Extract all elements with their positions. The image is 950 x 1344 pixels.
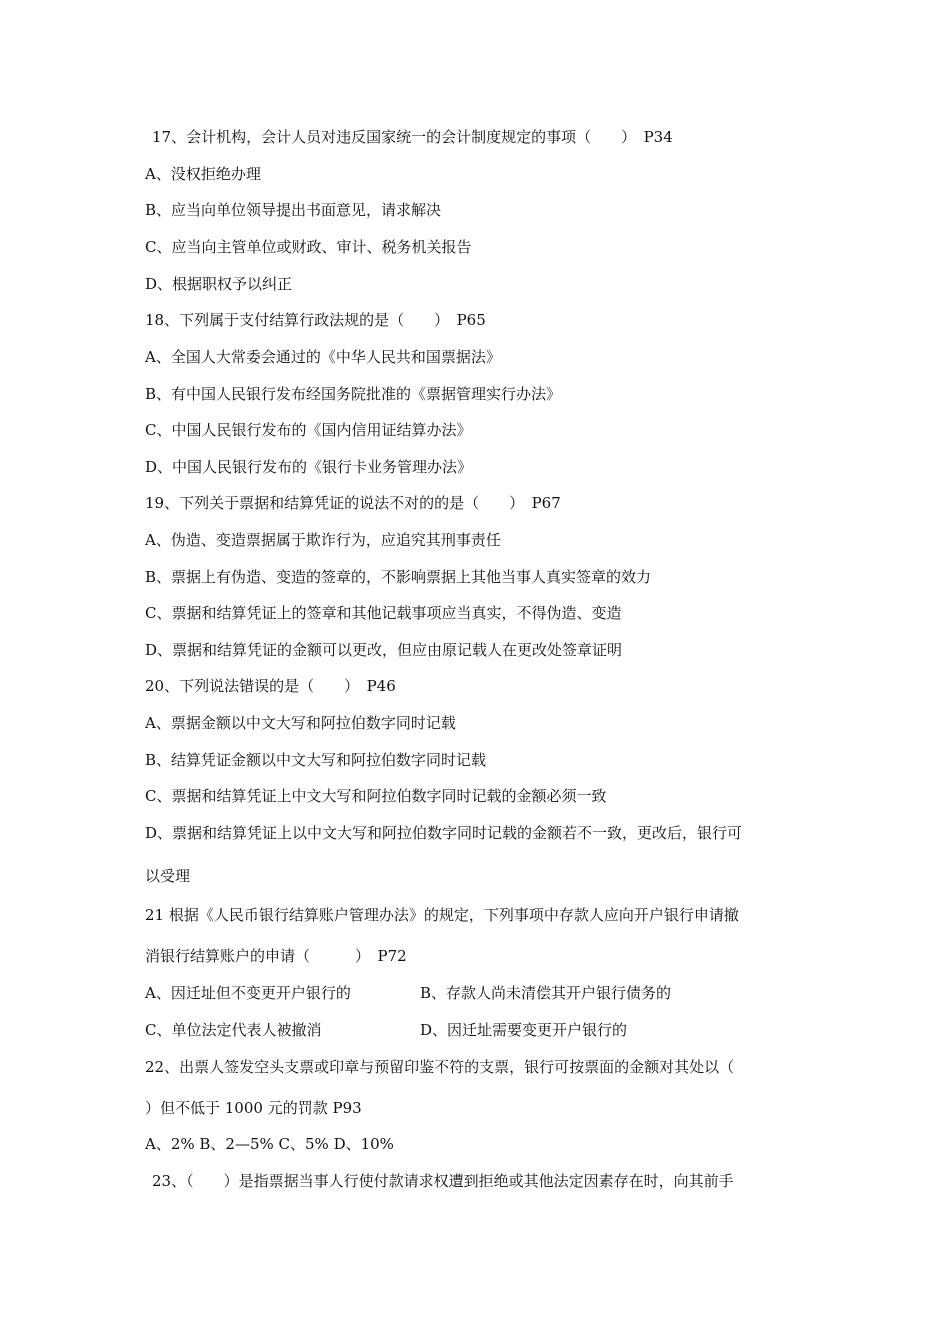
question-19-option-b: B、票据上有伪造、变造的签章的，不影响票据上其他当事人真实签章的效力 [145,568,652,586]
question-22-options: A、2% B、2—5% C、5% D、10% [145,1135,394,1153]
question-17-option-c: C、应当向主管单位或财政、审计、税务机关报告 [145,238,472,256]
question-17-stem: 17、会计机构，会计人员对违反国家统一的会计制度规定的事项（ ） P34 [152,128,673,146]
question-19-option-a: A、伪造、变造票据属于欺诈行为，应追究其刑事责任 [145,531,501,549]
question-21-option-a: A、因迁址但不变更开户银行的 [145,984,351,1002]
question-17-option-b: B、应当向单位领导提出书面意见，请求解决 [145,201,442,219]
question-18-option-c: C、中国人民银行发布的《国内信用证结算办法》 [145,421,472,439]
question-23-stem: 23、（ ）是指票据当事人行使付款请求权遭到拒绝或其他法定因素存在时，向其前手 [152,1172,734,1190]
question-20-option-d: D、票据和结算凭证上以中文大写和阿拉伯数字同时记载的金额若不一致，更改后，银行可 [145,824,743,842]
question-20-option-c: C、票据和结算凭证上中文大写和阿拉伯数字同时记载的金额必须一致 [145,787,607,805]
question-18-option-a: A、全国人大常委会通过的《中华人民共和国票据法》 [145,348,501,366]
question-21-stem-continued: 消银行结算账户的申请（ ） P72 [145,947,407,965]
question-20-option-d-continued: 以受理 [145,867,191,885]
question-20-option-b: B、结算凭证金额以中文大写和阿拉伯数字同时记载 [145,751,487,769]
question-20-option-a: A、票据金额以中文大写和阿拉伯数字同时记载 [145,714,456,732]
question-22-stem: 22、出票人签发空头支票或印章与预留印鉴不符的支票，银行可按票面的金额对其处以（ [145,1058,735,1076]
question-21-option-c: C、单位法定代表人被撤消 [145,1021,322,1039]
question-20-stem: 20、下列说法错误的是（ ） P46 [145,677,396,695]
question-22-stem-continued: ）但不低于 1000 元的罚款 P93 [145,1099,362,1117]
question-19-stem: 19、下列关于票据和结算凭证的说法不对的的是（ ） P67 [145,494,561,512]
question-19-option-d: D、票据和结算凭证的金额可以更改，但应由原记载人在更改处签章证明 [145,641,623,659]
question-19-option-c: C、票据和结算凭证上的签章和其他记载事项应当真实，不得伪造、变造 [145,604,622,622]
question-18-option-b: B、有中国人民银行发布经国务院批准的《票据管理实行办法》 [145,385,562,403]
question-21-option-b: B、存款人尚未清偿其开户银行债务的 [420,984,672,1002]
question-17-option-a: A、没权拒绝办理 [145,165,261,183]
question-18-stem: 18、下列属于支付结算行政法规的是（ ） P65 [145,311,486,329]
question-21-option-d: D、因迁址需要变更开户银行的 [420,1021,628,1039]
question-17-option-d: D、根据职权予以纠正 [145,275,293,293]
question-18-option-d: D、中国人民银行发布的《银行卡业务管理办法》 [145,458,473,476]
question-21-stem: 21 根据《人民币银行结算账户管理办法》的规定，下列事项中存款人应向开户银行申请撤 [145,906,739,924]
